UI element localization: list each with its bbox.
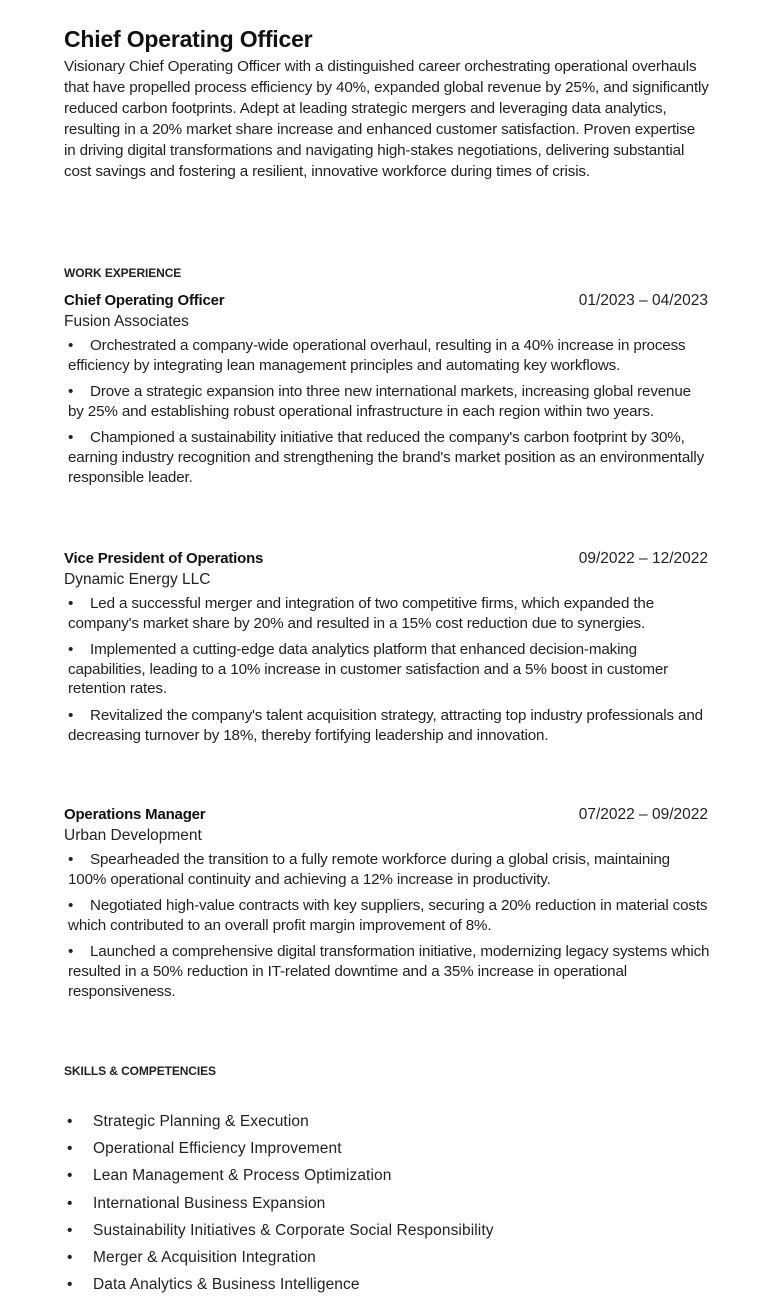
job-dates: 07/2022 – 09/2022	[578, 806, 708, 823]
bullet-icon: •	[68, 897, 74, 915]
job-title: Vice President of Operations	[64, 550, 264, 567]
work-experience-heading: WORK EXPERIENCE	[64, 266, 182, 280]
skill-item	[64, 1162, 494, 1189]
job-entry	[64, 550, 710, 752]
bullet-item	[68, 640, 710, 699]
bullet-text: Revitalized the company's talent acquisition strategy, attracting top industry professionals and decreasing turnover by 18%, thereby fortifying leadership and innovation.	[68, 706, 703, 744]
skill-item	[64, 1244, 494, 1271]
bullet-icon: •	[67, 1140, 73, 1158]
bullet-icon: •	[68, 337, 74, 354]
bullet-icon: •	[68, 595, 74, 612]
skill-text: Strategic Planning & Execution	[93, 1113, 309, 1130]
bullet-item	[68, 850, 710, 889]
bullet-item	[68, 428, 710, 487]
bullet-item	[68, 336, 710, 375]
bullet-icon: •	[68, 429, 74, 447]
job-company: Urban Development	[64, 827, 202, 844]
bullet-item	[68, 706, 710, 745]
bullet-icon: •	[67, 1276, 73, 1294]
job-bullets	[64, 336, 710, 487]
bullet-item	[68, 896, 710, 935]
job-company: Fusion Associates	[64, 313, 189, 330]
bullet-icon: •	[67, 1249, 73, 1267]
bullet-text: Orchestrated a company-wide operational overhaul, resulting in a 40% increase in process efficiency by integrating lean management principles and automating key workflows.	[68, 337, 686, 374]
job-entry	[64, 292, 710, 494]
skill-item	[64, 1271, 494, 1298]
bullet-item	[68, 382, 710, 421]
skill-text: Data Analytics & Business Intelligence	[93, 1276, 360, 1294]
resume-title: Chief Operating Officer	[64, 26, 313, 52]
job-title: Chief Operating Officer	[64, 292, 225, 309]
bullet-icon: •	[68, 943, 74, 961]
job-entry	[64, 806, 710, 1008]
bullet-icon: •	[67, 1113, 73, 1130]
bullet-icon: •	[67, 1167, 73, 1185]
bullet-icon: •	[68, 383, 74, 401]
skill-item	[64, 1135, 494, 1162]
skills-heading: SKILLS & COMPETENCIES	[64, 1064, 216, 1078]
skill-text: Lean Management & Process Optimization	[93, 1167, 392, 1185]
skill-text: International Business Expansion	[93, 1194, 326, 1212]
bullet-icon: •	[68, 851, 74, 868]
skill-text: Merger & Acquisition Integration	[93, 1249, 316, 1267]
bullet-text: Implemented a cutting-edge data analytics platform that enhanced decision-making capabilities, leading to a 10% increase in customer satisfaction and a 5% boost in customer retention rates.	[68, 641, 669, 698]
bullet-icon: •	[67, 1221, 73, 1239]
job-title: Operations Manager	[64, 806, 206, 823]
bullet-icon: •	[67, 1194, 73, 1212]
skill-item	[64, 1190, 494, 1217]
professional-summary: Visionary Chief Operating Officer with a distinguished career orchestrating operational overhauls that have propelled process efficiency by 40%, expanded global revenue by 25%, and significantly reduced carbon footprints. Adept at leading strategic mergers and leveraging data analytics, resulting in a 20% market share increase and enhanced customer satisfaction. Proven expertise in driving digital transformations and navigating high-stakes negotiations, delivering substantial cost savings and fostering a resilient, innovative workforce during times of crisis.	[64, 58, 709, 180]
job-company: Dynamic Energy LLC	[64, 571, 211, 588]
bullet-text: Spearheaded the transition to a fully remote workforce during a global crisis, maintaining 100% operational continuity and achieving a 12% increase in productivity.	[68, 851, 670, 888]
skill-text: Operational Efficiency Improvement	[93, 1140, 342, 1158]
job-dates: 01/2023 – 04/2023	[578, 292, 708, 309]
resume-page	[64, 24, 710, 1294]
job-dates: 09/2022 – 12/2022	[578, 550, 708, 567]
bullet-text: Drove a strategic expansion into three new international markets, increasing global revenue by 25% and establishing robust operational infrastructure in each region within two years.	[68, 383, 691, 420]
bullet-text: Launched a comprehensive digital transformation initiative, modernizing legacy systems which resulted in a 50% reduction in IT-related downtime and a 35% increase in operational responsiveness.	[68, 943, 710, 1000]
bullet-item	[68, 942, 710, 1001]
bullet-icon: •	[68, 641, 74, 659]
bullet-text: Negotiated high-value contracts with key suppliers, securing a 20% reduction in material costs which contributed to an overall profit margin improvement of 8%.	[68, 897, 708, 934]
skill-item	[64, 1217, 494, 1244]
skill-text: Sustainability Initiatives & Corporate Social Responsibility	[93, 1221, 494, 1239]
bullet-text: Led a successful merger and integration of two competitive firms, which expanded the company's market share by 20% and resulted in a 15% cost reduction due to synergies.	[68, 595, 654, 632]
bullet-item	[68, 594, 710, 633]
bullet-text: Championed a sustainability initiative that reduced the company's carbon footprint by 30%, earning industry recognition and strengthening the brand's market position as an environmentally responsible leader.	[68, 429, 705, 486]
job-bullets	[64, 850, 710, 1001]
bullet-icon: •	[68, 706, 74, 724]
skills-list	[64, 1108, 494, 1298]
skill-item	[64, 1108, 494, 1135]
job-bullets	[64, 594, 710, 745]
